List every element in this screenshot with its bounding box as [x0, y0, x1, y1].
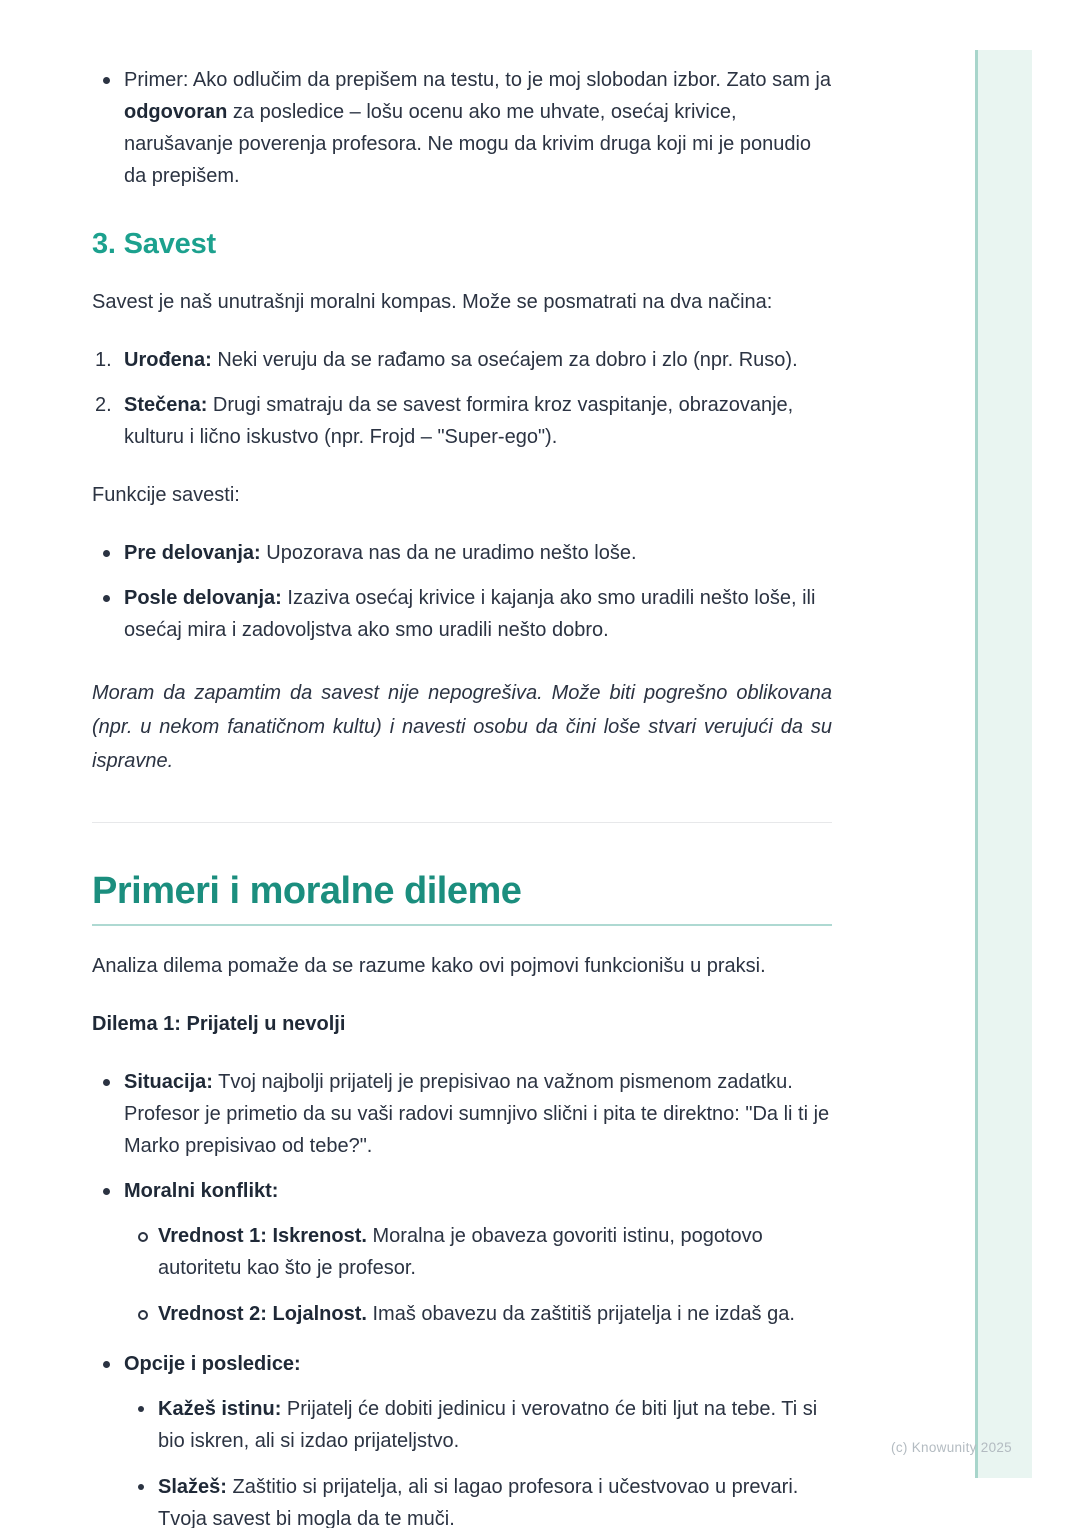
list-item-text: za posledice – lošu ocenu ako me uhvate, osećaj krivice, narušavanje poverenja profesora. Ne mogu da krivim druga koji mi je ponudio da prepišem.	[124, 101, 812, 187]
list-item-bold: Posle delovanja:	[124, 587, 282, 609]
list-item-bold: Opcije i posledice:	[124, 1353, 301, 1375]
list-item-posle-delovanja	[92, 582, 832, 646]
opcije-sublist	[125, 1393, 832, 1528]
list-item-slazes	[125, 1471, 832, 1528]
list-number: 2.	[95, 394, 112, 416]
list-item-bold: odgovoran	[124, 101, 228, 123]
list-item-bold: Vrednost 2: Lojalnost.	[158, 1303, 367, 1325]
list-item-text: Primer: Ako odlučim da prepišem na testu, to je moj slobodan izbor. Zato sam ja	[124, 69, 832, 91]
title-underline	[92, 924, 832, 926]
dilemma1-title: Dilema 1: Prijatelj u nevolji	[92, 1013, 346, 1035]
conscience-note-paragraph: Moram da zapamtim da savest nije nepogrešiva. Može biti pogrešno oblikovana (npr. u nekom fanatičnom kultu) i navesti osobu da čini loše stvari verujući da su ispravne.	[92, 682, 832, 772]
dilemma1-list	[92, 1066, 832, 1528]
list-item-opcije-posledice	[92, 1348, 832, 1528]
list-item-vrednost2	[125, 1298, 832, 1330]
list-item-situacija	[92, 1066, 832, 1162]
list-item-bold: Pre delovanja:	[124, 542, 261, 564]
dileme-intro-paragraph: Analiza dilema pomaže da se razume kako ovi pojmovi funkcionišu u praksi.	[92, 955, 766, 977]
list-item-bold: Kažeš istinu:	[158, 1398, 282, 1420]
list-item-bold: Vrednost 1: Iskrenost.	[158, 1225, 367, 1247]
list-item-bold: Urođena:	[124, 349, 212, 371]
list-item-kazes-istinu	[125, 1393, 832, 1457]
conscience-types-list	[92, 344, 832, 453]
section-heading-savest: 3. Savest	[92, 228, 216, 260]
konflikt-sublist	[125, 1220, 832, 1330]
list-item-moralni-konflikt	[92, 1175, 832, 1330]
list-item-text: Upozorava nas da ne uradimo nešto loše.	[260, 542, 637, 564]
list-item-text: Zaštitio si prijatelja, ali si lagao profesora i učestvovao u prevari. Tvoja savest bi mogla da te muči.	[158, 1476, 799, 1528]
list-item-bold: Stečena:	[124, 394, 208, 416]
list-item-pre-delovanja	[92, 537, 832, 569]
list-item-stecena	[92, 389, 832, 453]
list-item-bold: Slažeš:	[158, 1476, 227, 1498]
list-item-text: Moralna je obaveza govoriti istinu, pogotovo autoritetu kao što je profesor.	[158, 1225, 763, 1279]
page-title-dileme: Primeri i moralne dileme	[92, 870, 522, 912]
page-edge-panel	[975, 50, 1032, 1478]
list-item-text: Imaš obavezu da zaštitiš prijatelja i ne izdaš ga.	[366, 1303, 795, 1325]
list-number: 1.	[95, 349, 112, 371]
list-item-text: Tvoj najbolji prijatelj je prepisivao na važnom pismenom zadatku. Profesor je primetio da su vaši radovi sumnjivo slični i pita te direktno: "Da li ti je Marko prepisivao od tebe?".	[124, 1071, 830, 1157]
document-content	[92, 0, 832, 1528]
list-item-urodjena	[92, 344, 832, 376]
list-item-bold: Situacija:	[124, 1071, 213, 1093]
savest-intro-paragraph: Savest je naš unutrašnji moralni kompas. Može se posmatrati na dva načina:	[92, 291, 773, 313]
list-item-text: Neki veruju da se rađamo sa osećajem za dobro i zlo (npr. Ruso).	[211, 349, 798, 371]
list-item-primer	[92, 64, 832, 192]
functions-label: Funkcije savesti:	[92, 484, 240, 506]
list-item-text: Izaziva osećaj krivice i kajanja ako smo uradili nešto loše, ili osećaj mira i zadovoljstva ako smo uradili nešto dobro.	[124, 587, 816, 641]
list-item-text: Prijatelj će dobiti jedinicu i verovatno će biti ljut na tebe. Ti si bio iskren, ali si izdao prijateljstvo.	[158, 1398, 818, 1452]
responsibility-example-list	[92, 64, 832, 192]
list-item-text: Drugi smatraju da se savest formira kroz vaspitanje, obrazovanje, kulturu i lično iskustvo (npr. Frojd – "Super-ego").	[124, 394, 794, 448]
section-divider	[92, 822, 832, 823]
list-item-bold: Moralni konflikt:	[124, 1180, 279, 1202]
copyright-watermark: (c) Knowunity 2025	[891, 1440, 1012, 1455]
conscience-functions-list	[92, 537, 832, 646]
list-item-vrednost1	[125, 1220, 832, 1284]
